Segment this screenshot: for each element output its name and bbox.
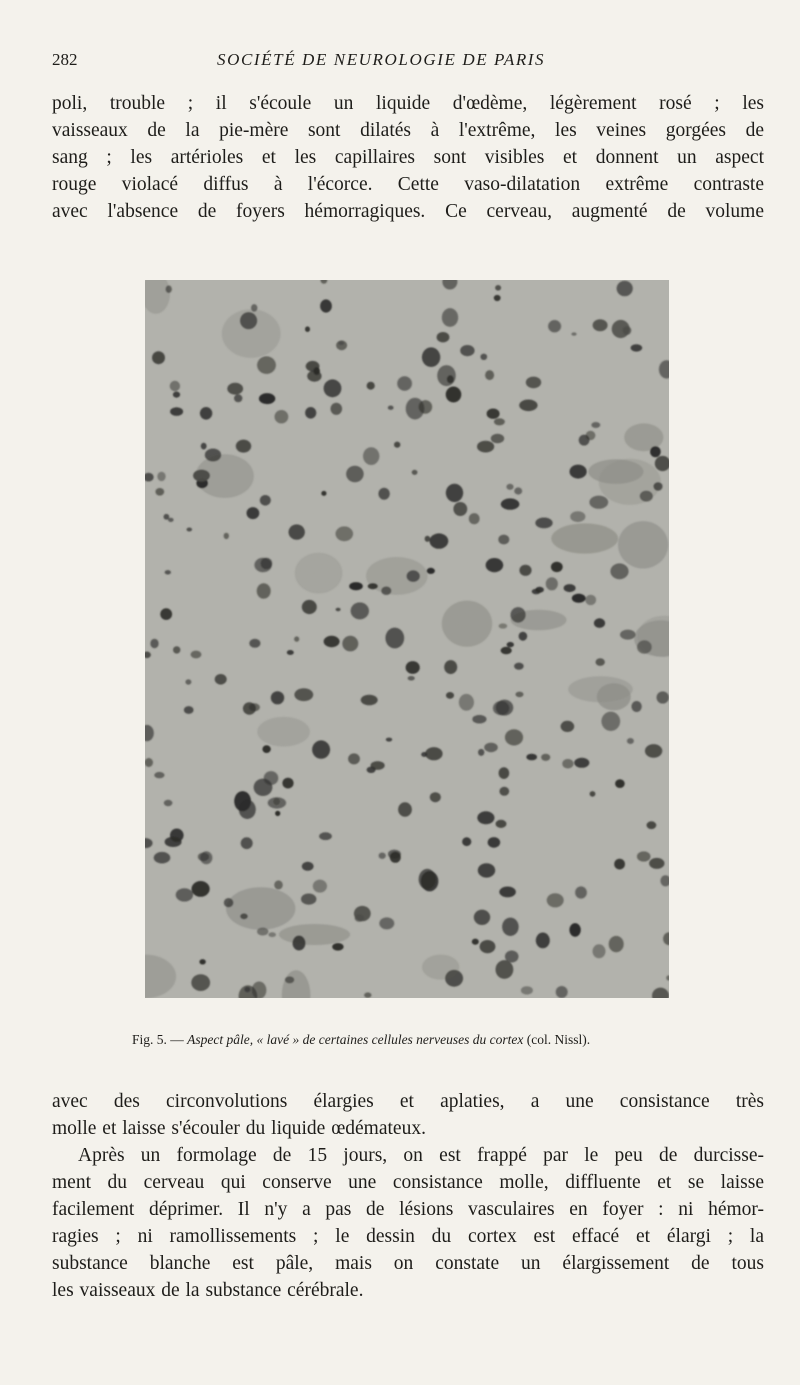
stained-nucleus: [462, 837, 471, 846]
stained-nucleus: [649, 858, 664, 869]
stained-nucleus: [495, 285, 501, 291]
stained-nucleus: [173, 646, 180, 653]
stained-nucleus: [200, 851, 212, 864]
stained-nucleus: [446, 484, 463, 502]
stained-nucleus: [205, 449, 221, 462]
stained-nucleus: [336, 526, 354, 541]
stained-nucleus: [302, 600, 317, 614]
stained-nucleus: [494, 295, 501, 301]
stained-nucleus: [474, 910, 490, 925]
stained-nucleus: [293, 936, 306, 951]
stained-nucleus: [257, 928, 268, 936]
stained-nucleus: [627, 738, 634, 744]
stained-nucleus: [453, 502, 467, 516]
stained-nucleus: [478, 749, 484, 756]
stained-nucleus: [324, 379, 342, 397]
stained-nucleus: [386, 738, 392, 742]
text-line: facilement déprimer. Il n'y a pas de lésions vasculaires en foyer : ni hémor-: [52, 1199, 764, 1220]
stained-nucleus: [487, 409, 500, 419]
stained-nucleus: [388, 406, 394, 410]
stained-nucleus: [480, 354, 487, 360]
stained-nucleus: [499, 767, 510, 779]
stained-nucleus: [367, 382, 375, 390]
stained-nucleus: [496, 960, 514, 979]
stained-nucleus: [519, 565, 531, 576]
stained-nucleus: [561, 721, 575, 732]
stained-nucleus: [593, 944, 606, 958]
stained-nucleus: [157, 472, 165, 481]
stained-nucleus: [640, 491, 653, 502]
stained-nucleus: [257, 356, 276, 374]
stained-nucleus: [289, 524, 305, 539]
stained-nucleus: [564, 584, 576, 592]
stained-nucleus: [594, 618, 605, 628]
stained-nucleus: [367, 767, 376, 773]
stained-nucleus: [164, 514, 170, 520]
stained-nucleus: [170, 407, 183, 416]
stained-nucleus: [262, 745, 270, 753]
stained-nucleus: [657, 691, 669, 703]
stained-nucleus: [191, 974, 210, 991]
pale-cell-body: [442, 601, 492, 647]
stained-nucleus: [224, 533, 229, 539]
stained-nucleus: [541, 754, 550, 761]
stained-nucleus: [460, 345, 474, 356]
stained-nucleus: [381, 586, 391, 595]
stained-nucleus: [653, 482, 662, 491]
stained-nucleus: [614, 859, 625, 870]
stained-nucleus: [324, 636, 340, 647]
stained-nucleus: [496, 820, 507, 828]
stained-nucleus: [571, 332, 576, 335]
stained-nucleus: [494, 418, 505, 425]
stained-nucleus: [572, 594, 586, 603]
text-line: molle et laisse s'écouler du liquide œdémateux.: [52, 1118, 426, 1139]
micrograph-figure: [145, 280, 669, 998]
stained-nucleus: [342, 636, 358, 652]
caption-roman-text: (col. Nissl).: [526, 1032, 591, 1047]
page-header: [52, 50, 762, 76]
stained-nucleus: [236, 440, 251, 453]
stained-nucleus: [285, 976, 294, 983]
text-line: substance blanche est pâle, mais on constate un élargissement de tous: [52, 1253, 764, 1274]
stained-nucleus: [274, 880, 283, 889]
stained-nucleus: [312, 740, 330, 758]
stained-nucleus: [548, 320, 561, 332]
stained-nucleus: [647, 821, 657, 829]
stained-nucleus: [526, 754, 537, 761]
text-line: ment du cerveau qui conserve une consistance molle, diffluente et se laisse: [52, 1172, 764, 1193]
stained-nucleus: [275, 410, 289, 423]
text-line: Après un formolage de 15 jours, on est frappé par le peu de durcisse-: [78, 1145, 764, 1166]
stained-nucleus: [408, 676, 415, 681]
stained-nucleus: [336, 608, 341, 611]
stained-nucleus: [260, 495, 271, 506]
pale-cell-body: [295, 553, 343, 594]
stained-nucleus: [192, 881, 210, 897]
stained-nucleus: [569, 923, 580, 937]
stained-nucleus: [170, 381, 180, 391]
caption-italic-text: Aspect pâle, « lavé » de certaines cellules nerveuses du cortex: [187, 1032, 524, 1047]
paragraph-1: [52, 90, 764, 225]
stained-nucleus: [519, 400, 537, 412]
stained-nucleus: [480, 940, 496, 953]
pale-cell-body: [226, 887, 295, 930]
stained-nucleus: [445, 970, 463, 987]
stained-nucleus: [596, 658, 605, 666]
stained-nucleus: [521, 986, 533, 994]
stained-nucleus: [615, 779, 625, 788]
stained-nucleus: [348, 753, 360, 764]
stained-nucleus: [336, 340, 347, 350]
stained-nucleus: [247, 507, 260, 519]
stained-nucleus: [282, 778, 293, 789]
stained-nucleus: [427, 568, 435, 574]
stained-nucleus: [593, 319, 608, 331]
stained-nucleus: [507, 642, 514, 647]
stained-nucleus: [294, 636, 299, 641]
stained-nucleus: [261, 558, 273, 570]
stained-nucleus: [499, 623, 508, 628]
stained-nucleus: [152, 351, 165, 364]
stained-nucleus: [516, 692, 524, 698]
stained-nucleus: [610, 563, 628, 579]
stained-nucleus: [484, 743, 498, 753]
pale-cell-body: [618, 521, 668, 568]
stained-nucleus: [199, 959, 205, 964]
paragraph-2: [52, 1088, 764, 1142]
stained-nucleus: [249, 639, 260, 648]
stained-nucleus: [601, 712, 620, 731]
stained-nucleus: [617, 281, 633, 296]
page-number: 282: [52, 50, 78, 69]
stained-nucleus: [422, 347, 440, 367]
stained-nucleus: [385, 628, 404, 649]
stained-nucleus: [506, 484, 513, 490]
stained-nucleus: [305, 326, 310, 332]
stained-nucleus: [499, 787, 509, 796]
stained-nucleus: [313, 880, 327, 893]
text-line: sang ; les artérioles et les capillaires sont visibles et donnent un aspect: [52, 147, 764, 168]
stained-nucleus: [240, 913, 248, 919]
stained-nucleus: [378, 488, 389, 500]
stained-nucleus: [320, 299, 332, 312]
stained-nucleus: [430, 792, 441, 802]
paragraph-3: [52, 1142, 764, 1304]
stained-nucleus: [570, 465, 587, 479]
stained-nucleus: [570, 511, 585, 522]
stained-nucleus: [511, 607, 526, 623]
stained-nucleus: [154, 772, 164, 778]
stained-nucleus: [514, 663, 524, 670]
stained-nucleus: [257, 583, 271, 598]
stained-nucleus: [184, 706, 194, 714]
stained-nucleus: [243, 702, 256, 714]
stained-nucleus: [287, 650, 294, 655]
stained-nucleus: [472, 715, 486, 724]
stained-nucleus: [150, 639, 158, 648]
stained-nucleus: [239, 800, 256, 819]
text-line: les vaisseaux de la substance cérébrale.: [52, 1280, 364, 1301]
stained-nucleus: [631, 344, 643, 351]
stained-nucleus: [493, 701, 509, 715]
stained-nucleus: [191, 651, 202, 659]
text-line: poli, trouble ; il s'écoule un liquide d'œdème, légèrement rosé ; les: [52, 93, 764, 114]
stained-nucleus: [398, 802, 412, 817]
stained-nucleus: [620, 630, 636, 640]
stained-nucleus: [331, 403, 343, 415]
stained-nucleus: [160, 608, 172, 620]
stained-nucleus: [536, 933, 550, 949]
nissl-stain-micrograph: [145, 280, 669, 998]
stained-nucleus: [268, 932, 276, 937]
text-line: rouge violacé diffus à l'écorce. Cette vaso-dilatation extrême contraste: [52, 174, 764, 195]
stained-nucleus: [407, 570, 420, 582]
stained-nucleus: [346, 466, 364, 483]
stained-nucleus: [444, 660, 457, 674]
stained-nucleus: [612, 320, 630, 338]
stained-nucleus: [193, 470, 210, 482]
stained-nucleus: [254, 779, 273, 796]
pale-cell-body: [588, 459, 643, 484]
stained-nucleus: [562, 759, 573, 769]
stained-nucleus: [332, 943, 343, 951]
stained-nucleus: [164, 800, 173, 806]
stained-nucleus: [650, 446, 661, 457]
stained-nucleus: [173, 392, 180, 398]
stained-nucleus: [591, 422, 600, 428]
stained-nucleus: [425, 536, 431, 542]
stained-nucleus: [446, 692, 454, 699]
stained-nucleus: [363, 447, 379, 465]
stained-nucleus: [437, 332, 450, 342]
stained-nucleus: [469, 513, 480, 524]
stained-nucleus: [446, 387, 462, 403]
stained-nucleus: [302, 862, 314, 871]
stained-nucleus: [321, 491, 326, 496]
stained-nucleus: [273, 798, 280, 805]
stained-nucleus: [165, 837, 182, 847]
stained-nucleus: [294, 688, 313, 701]
stained-nucleus: [421, 752, 427, 757]
stained-nucleus: [637, 851, 651, 861]
stained-nucleus: [155, 488, 164, 496]
running-title: SOCIÉTÉ DE NEUROLOGIE DE PARIS: [217, 50, 546, 69]
stained-nucleus: [412, 470, 418, 475]
stained-nucleus: [227, 383, 243, 395]
stained-nucleus: [499, 887, 516, 898]
stained-nucleus: [361, 695, 378, 706]
stained-nucleus: [224, 898, 234, 907]
stained-nucleus: [547, 893, 564, 907]
stained-nucleus: [397, 376, 412, 391]
stained-nucleus: [319, 832, 332, 840]
stained-nucleus: [259, 393, 275, 404]
stained-nucleus: [502, 918, 519, 936]
stained-nucleus: [505, 729, 523, 745]
stained-nucleus: [575, 886, 587, 898]
stained-nucleus: [234, 394, 242, 402]
pale-cell-body: [257, 717, 310, 747]
stained-nucleus: [166, 285, 172, 293]
stained-nucleus: [349, 582, 363, 590]
stained-nucleus: [477, 441, 494, 453]
stained-nucleus: [491, 434, 504, 443]
stained-nucleus: [364, 992, 371, 997]
stained-nucleus: [355, 914, 364, 921]
stained-nucleus: [185, 679, 191, 684]
text-line: avec des circonvolutions élargies et aplaties, a une consistance très: [52, 1091, 764, 1112]
stained-nucleus: [430, 533, 449, 548]
stained-nucleus: [459, 694, 474, 711]
stained-nucleus: [447, 375, 454, 383]
stained-nucleus: [519, 632, 528, 641]
stained-nucleus: [168, 518, 174, 522]
stained-nucleus: [442, 308, 458, 327]
stained-nucleus: [546, 577, 558, 590]
stained-nucleus: [379, 917, 394, 929]
stained-nucleus: [187, 528, 193, 532]
stained-nucleus: [215, 674, 227, 685]
stained-nucleus: [514, 487, 522, 494]
stained-nucleus: [645, 744, 662, 758]
stained-nucleus: [379, 853, 386, 859]
stained-nucleus: [637, 640, 652, 654]
stained-nucleus: [251, 304, 257, 312]
stained-nucleus: [501, 498, 520, 509]
stained-nucleus: [425, 747, 442, 760]
stained-nucleus: [271, 691, 284, 704]
stained-nucleus: [585, 595, 596, 605]
stained-nucleus: [532, 589, 541, 595]
stained-nucleus: [590, 791, 596, 797]
stained-nucleus: [501, 647, 512, 654]
stained-nucleus: [406, 661, 420, 674]
stained-nucleus: [498, 535, 509, 545]
text-line: vaisseaux de la pie-mère sont dilatés à l'extrême, les veines gorgées de: [52, 120, 764, 141]
stained-nucleus: [574, 758, 589, 768]
stained-nucleus: [406, 398, 425, 420]
stained-nucleus: [551, 562, 563, 572]
stained-nucleus: [351, 602, 369, 619]
stained-nucleus: [535, 518, 552, 529]
stained-nucleus: [394, 442, 400, 448]
stained-nucleus: [589, 496, 608, 509]
stained-nucleus: [631, 701, 641, 712]
stained-nucleus: [421, 871, 439, 891]
stained-nucleus: [477, 811, 494, 824]
stained-nucleus: [165, 570, 171, 574]
pale-cell-body: [279, 924, 350, 945]
stained-nucleus: [368, 583, 378, 589]
text-line: ragies ; ni ramollissements ; le dessin du cortex est effacé et élargi ; la: [52, 1226, 764, 1247]
stained-nucleus: [472, 939, 479, 945]
stained-nucleus: [390, 852, 401, 863]
stained-nucleus: [556, 986, 568, 998]
pale-cell-body: [551, 523, 618, 553]
stained-nucleus: [176, 888, 193, 901]
pale-cell-body: [597, 683, 631, 710]
stained-nucleus: [154, 852, 171, 864]
stained-nucleus: [526, 377, 541, 389]
figure-caption: [132, 1032, 692, 1048]
text-line: avec l'absence de foyers hémorragiques. Ce cerveau, augmenté de volume: [52, 201, 764, 222]
stained-nucleus: [486, 558, 504, 572]
stained-nucleus: [609, 936, 624, 952]
caption-label: Fig. 5. —: [132, 1032, 184, 1047]
stained-nucleus: [200, 407, 212, 420]
stained-nucleus: [241, 837, 253, 849]
stained-nucleus: [275, 811, 280, 816]
stained-nucleus: [579, 435, 590, 446]
stained-nucleus: [488, 837, 501, 848]
stained-nucleus: [485, 370, 494, 380]
stained-nucleus: [240, 312, 257, 329]
stained-nucleus: [305, 407, 316, 419]
stained-nucleus: [301, 894, 316, 905]
stained-nucleus: [437, 365, 456, 386]
stained-nucleus: [313, 367, 320, 375]
stained-nucleus: [478, 863, 495, 877]
stained-nucleus: [201, 443, 207, 450]
